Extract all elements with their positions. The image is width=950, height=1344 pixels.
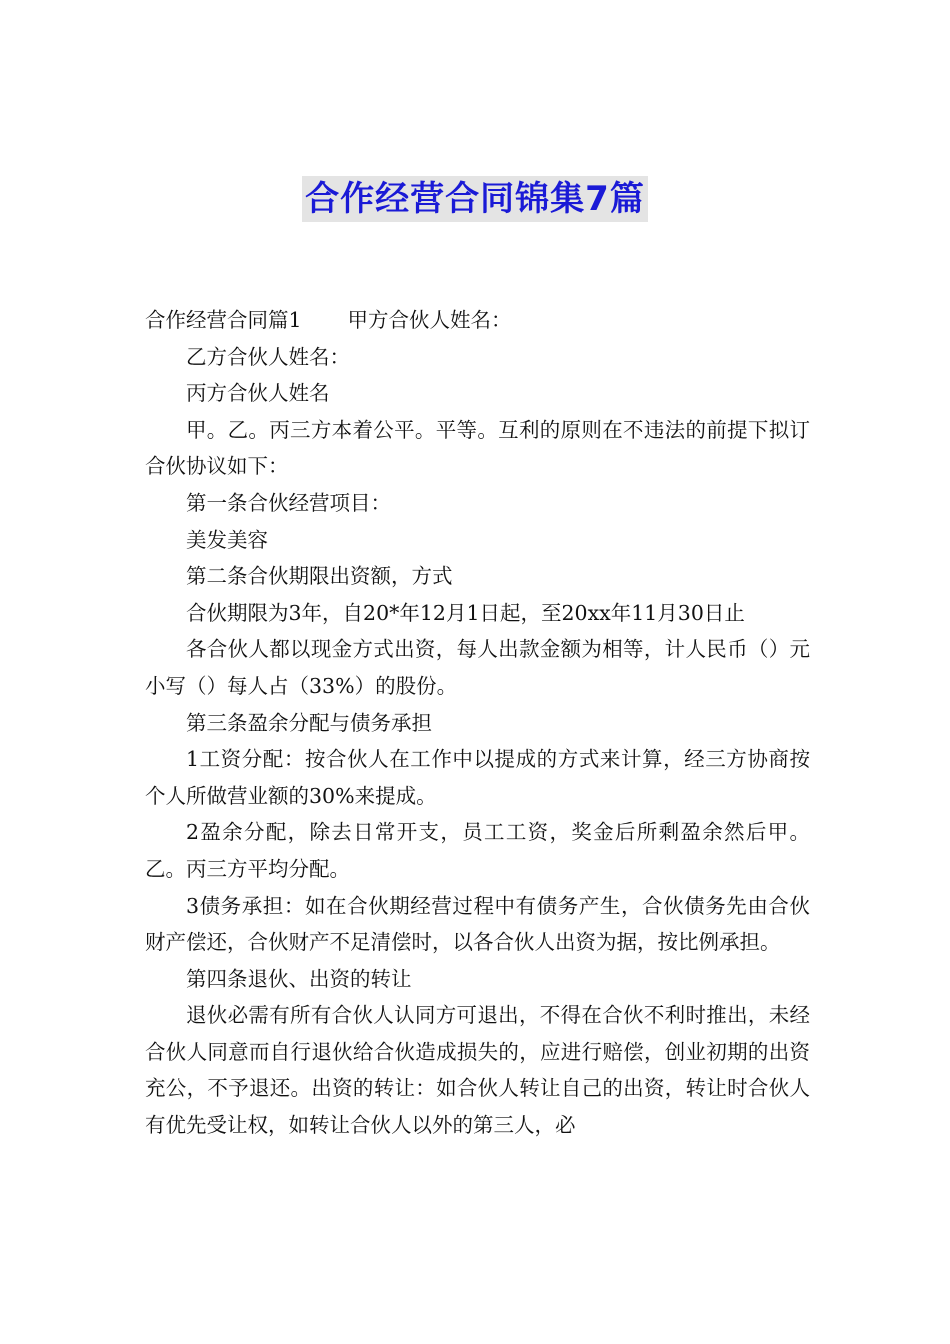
article-1-heading: 第一条合伙经营项目： <box>186 490 391 515</box>
title-block <box>0 176 950 222</box>
article-4-heading: 第四条退伙、出资的转让 <box>186 966 412 991</box>
article-3-heading: 第三条盈余分配与债务承担 <box>186 710 432 735</box>
article-2-heading: 第二条合伙期限出资额，方式 <box>186 564 453 589</box>
contract-heading-label: 合作经营合同篇1 <box>145 308 302 332</box>
surplus-distribution-paragraph: 2盈余分配，除去日常开支，员工工资，奖金后所剩盈余然后甲。乙。丙三方平均分配。 <box>145 820 810 881</box>
party-c-name-label: 丙方合伙人姓名 <box>186 381 330 406</box>
preamble-paragraph: 甲。乙。丙三方本着公平。平等。互利的原则在不违法的前提下拟订合伙协议如下： <box>145 417 810 479</box>
document-title: 合作经营合同锦集7篇 <box>302 176 648 222</box>
withdrawal-paragraph: 退伙必需有所有合伙人认同方可退出，不得在合伙不利时推出，未经合伙人同意而自行退伙给合伙造成损失的，应进行赔偿，创业初期的出资充公，不予退还。出资的转让：如合伙人转让自己的出资，转让时合伙人有优先受让权，如转让合伙人以外的第三人，必 <box>145 1003 810 1138</box>
article-1-content: 美发美容 <box>186 527 268 552</box>
party-b-name-label: 乙方合伙人姓名： <box>186 344 350 369</box>
capital-paragraph: 各合伙人都以现金方式出资，每人出款金额为相等，计人民币（）元小写（）每人占（33%）的股份。 <box>145 637 810 698</box>
contract-heading-line <box>145 302 810 339</box>
party-a-name-label: 甲方合伙人姓名： <box>347 308 512 332</box>
document-body <box>145 302 810 1144</box>
term-paragraph: 合伙期限为3年，自20*年12月1日起，至20xx年11月30日止 <box>186 600 745 625</box>
debt-paragraph: 3债务承担：如在合伙期经营过程中有债务产生，合伙债务先由合伙财产偿还，合伙财产不足清偿时，以各合伙人出资为据，按比例承担。 <box>145 893 810 955</box>
wage-distribution-paragraph: 1工资分配：按合伙人在工作中以提成的方式来计算，经三方协商按个人所做营业额的30%来提成。 <box>145 747 810 808</box>
